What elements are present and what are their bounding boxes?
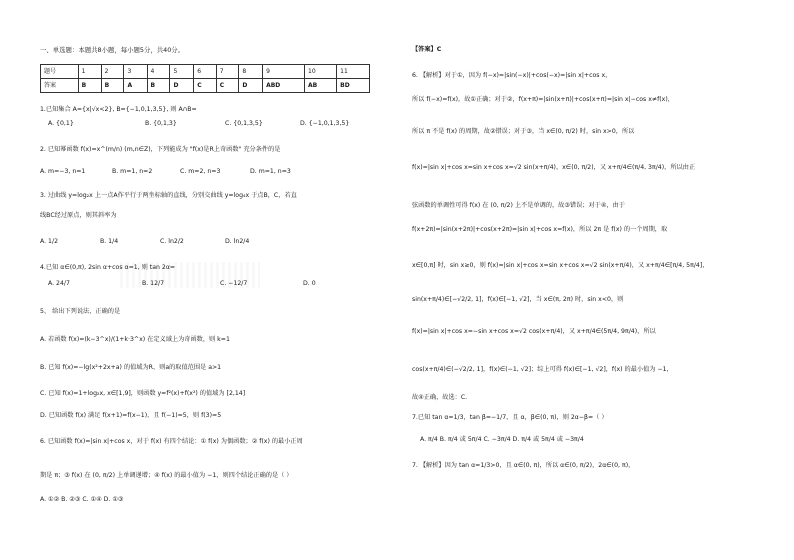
- table-cell: 8: [239, 65, 263, 79]
- table-cell: 4: [147, 65, 170, 79]
- table-cell: B: [101, 79, 124, 93]
- table-cell: 7: [216, 65, 239, 79]
- q4-option-a: A. 24/7: [48, 280, 70, 287]
- q1-option-b: B. {0,1,3}: [145, 120, 177, 127]
- answer-tag: 【答案】C: [412, 46, 442, 53]
- table-cell: A: [124, 79, 147, 93]
- q7-solution: 7. 【解析】因为 tan α=1/3>0，且 α∈(0, π)，所以 α∈(0, π/2)，2α∈(0, π)，: [412, 462, 635, 469]
- solution-line: f(x)=|sin x|+cos x=−sin x+cos x=√2 cos(x+π/4)，又 x+π/4∈(5π/4, 9π/4)，所以: [412, 328, 656, 335]
- table-cell: 2: [101, 65, 124, 79]
- table-cell: 题号: [41, 65, 79, 79]
- table-cell: D: [239, 79, 263, 93]
- q7-options: A. π/4 B. π/4 或 5π/4 C. −3π/4 D. π/4 或 5π/4 或 −3π/4: [420, 436, 584, 443]
- q2-option-c: C. m=2, n=3: [180, 168, 221, 175]
- q6-stem-line1: 6. 已知函数 f(x)=|sin x|+cos x，对于 f(x) 有四个结论：① f(x) 为偶函数；② f(x) 的最小正周: [40, 438, 303, 445]
- table-cell: 答案: [41, 79, 79, 93]
- q3-option-b: B. 1/4: [100, 238, 119, 245]
- solution-line: 6. 【解析】对于①，因为 f(−x)=|sin(−x)|+cos(−x)=|sin x|+cos x，: [412, 72, 612, 79]
- q7-stem: 7.已知 tan α=1/3，tan β=−1/7，且 α，β∈(0, π)，则 2α−β=（ ）: [412, 414, 608, 421]
- q5-stem: 5、 给出下列说法，正确的是: [40, 308, 121, 315]
- table-cell: D: [170, 79, 194, 93]
- table-cell: 5: [170, 65, 194, 79]
- table-cell: C: [216, 79, 239, 93]
- table-cell: AB: [305, 79, 337, 93]
- table-cell: B: [78, 79, 101, 93]
- q2-option-d: D. m=1, n=3: [250, 168, 291, 175]
- table-cell: ABD: [263, 79, 305, 93]
- q5-option-d: D. 已知函数 f(x) 满足 f(x+1)=f(x−1)，且 f(−1)=5，则 f(3)=5: [40, 412, 222, 419]
- table-cell: 1: [78, 65, 101, 79]
- q1-option-d: D. {−1,0,1,3,5}: [300, 120, 350, 127]
- table-cell: 10: [305, 65, 337, 79]
- q3-stem-line1: 3. 过曲线 y=log₂x 上一点A作平行于两坐标轴的直线，分别交曲线 y=log₄x 于点B，C，若直: [40, 192, 297, 199]
- table-row: [41, 65, 370, 79]
- q6-options: A. ①② B. ②③ C. ①④ D. ①③: [40, 496, 124, 503]
- section-title: 一、单选题：本题共8小题，每小题5分，共40分。: [40, 46, 185, 54]
- q3-option-a: A. 1/2: [40, 238, 59, 245]
- q5-option-a: A. 若函数 f(x)=(k−3^x)/(1+k·3^x) 在定义域上为奇函数，则 k=1: [40, 336, 230, 343]
- solution-line: 弦函数的单调性可得 f(x) 在 (0, π/2) 上不是单调的，故③错误；对于④，由于: [412, 202, 625, 209]
- table-cell: C: [194, 79, 217, 93]
- solution-line: sin(x+π/4)∈[−√2/2, 1]，f(x)∈[−1, √2]，当 x∈(π, 2π) 时，sin x<0，则: [412, 296, 624, 303]
- table-cell: 9: [263, 65, 305, 79]
- q3-option-d: D. ln2/4: [225, 238, 250, 245]
- q5-option-b: B. 已知 f(x)=−lg(x²+2x+a) 的值域为R，则a的取值范围是 a>1: [40, 364, 222, 371]
- q3-option-c: C. ln2/2: [160, 238, 184, 245]
- q1-option-c: C. {0,1,3,5}: [225, 120, 263, 127]
- table-cell: 3: [124, 65, 147, 79]
- table-row: [41, 79, 370, 93]
- q4-option-b: B. 12/7: [142, 280, 165, 287]
- q1-option-a: A. {0,1}: [48, 120, 74, 127]
- solution-line: 所以 f(−x)=f(x)，故①正确；对于②，f(x+π)=|sin(x+π)|+cos(x+π)=|sin x|−cos x≠f(x)，: [412, 96, 674, 103]
- table-cell: B: [147, 79, 170, 93]
- q6-stem-line2: 期是 π；③ f(x) 在 (0, π/2) 上单调递增；④ f(x) 的最小值为 −1，则四个结论正确的是（ ）: [40, 472, 293, 479]
- answer-table: [40, 64, 370, 93]
- table-cell: 11: [337, 65, 370, 79]
- table-cell: 6: [194, 65, 217, 79]
- q5-option-c: C. 已知 f(x)=1+log₂x, x∈[1,9]，则函数 y=f²(x)+f(x²) 的值域为 [2,14]: [40, 390, 246, 397]
- table-cell: BD: [337, 79, 370, 93]
- q2-option-b: B. m=1, n=2: [112, 168, 153, 175]
- solution-line: x∈[0,π] 时，sin x≥0，则 f(x)=|sin x|+cos x=sin x+cos x=√2 sin(x+π/4)，又 x+π/4∈[π/4, 5π/4]，: [412, 262, 709, 269]
- q2-option-a: A. m=−3, n=1: [40, 168, 86, 175]
- q2-stem: 2. 已知幂函数 f(x)=x^(m/n) (m,n∈Z)，下列能成为 "f(x)是R上奇函数" 充分条件的是: [40, 146, 281, 153]
- solution-line: cos(x+π/4)∈(−√2/2, 1]，f(x)∈(−1, √2]；综上可得 f(x)∈[−1, √2]，f(x) 的最小值为 −1，: [412, 366, 673, 373]
- q1-stem: 1.已知集合 A={x|√x<2}, B={−1,0,1,3,5}, 则 A∩B=: [40, 106, 197, 113]
- q4-option-d: D. 0: [303, 280, 316, 287]
- q4-stem: 4.已知 α∈(0,π), 2sin α+cos α=1, 则 tan 2α=: [40, 264, 176, 271]
- solution-line: f(x+2π)=|sin(x+2π)|+cos(x+2π)=|sin x|+cos x=f(x)，所以 2π 是 f(x) 的一个周期，取: [412, 226, 668, 233]
- q4-option-c: C. −12/7: [220, 280, 248, 287]
- solution-line: f(x)=|sin x|+cos x=sin x+cos x=√2 sin(x+π/4)，x∈(0, π/2)，又 x+π/4∈(π/4, 3π/4)，所以由正: [412, 164, 696, 171]
- solution-line: 所以 π 不是 f(x) 的周期，故②错误；对于③，当 x∈(0, π/2) 时，sin x>0，所以: [412, 128, 635, 135]
- q3-stem-line2: 线BC经过原点，则其斜率为: [40, 212, 117, 219]
- solution-line: 故④正确，故选：C.: [412, 394, 468, 401]
